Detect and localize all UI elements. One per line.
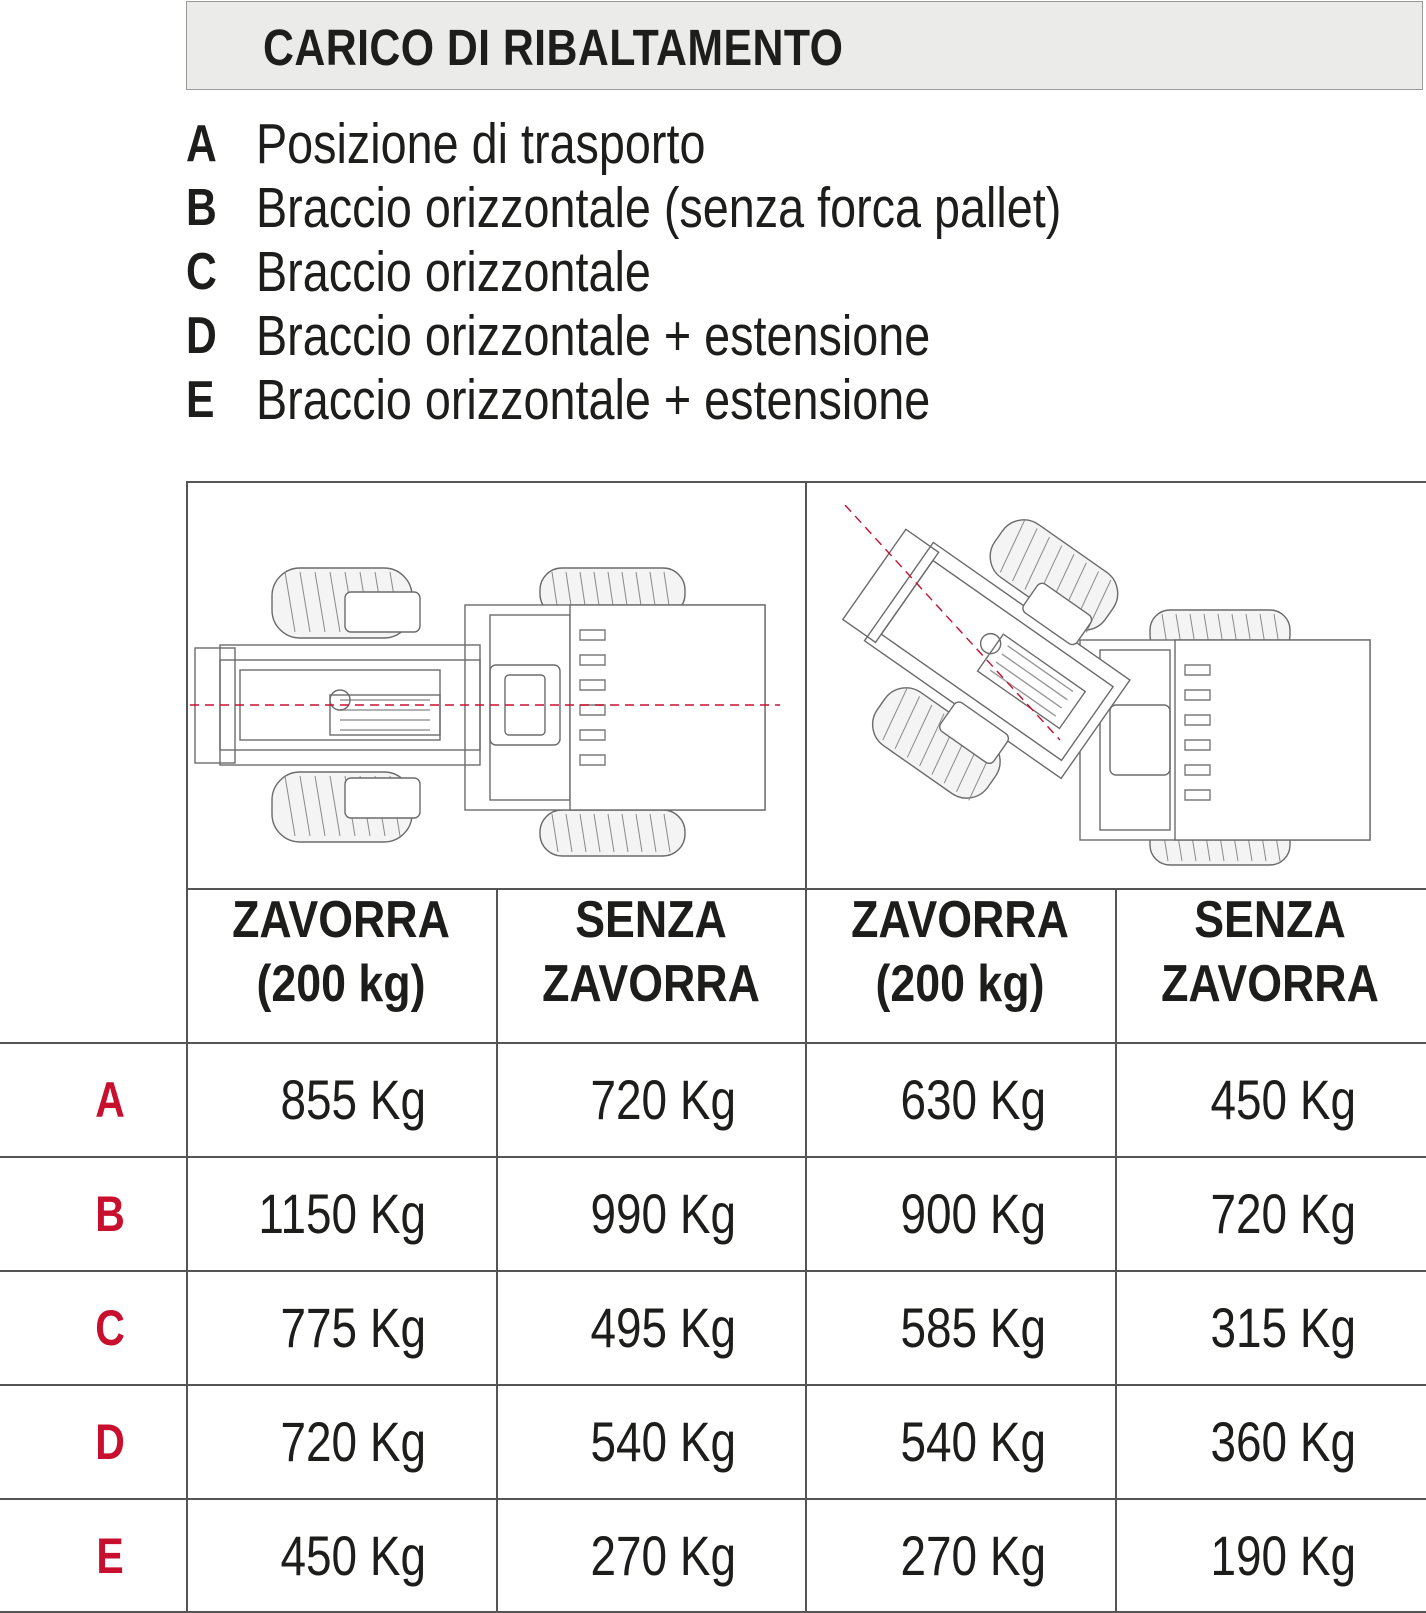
table-cell: 900 Kg <box>900 1182 1046 1245</box>
row-label: B <box>95 1186 125 1242</box>
machine-articulated-top-view <box>820 505 1380 875</box>
table-cell: 585 Kg <box>900 1296 1046 1359</box>
column-header: SENZA ZAVORRA <box>542 891 760 1013</box>
table-cell: 190 Kg <box>1210 1524 1356 1587</box>
row-label: C <box>95 1300 125 1356</box>
row-label: A <box>95 1072 125 1128</box>
table-cell: 450 Kg <box>280 1524 426 1587</box>
table-cell: 450 Kg <box>1210 1068 1356 1131</box>
table-cell: 495 Kg <box>590 1296 736 1359</box>
table-cell: 540 Kg <box>900 1410 1046 1473</box>
table-cell: 720 Kg <box>1210 1182 1356 1245</box>
legend-text: Braccio orizzontale (senza forca pallet) <box>256 176 1062 240</box>
table-cell: 720 Kg <box>590 1068 736 1131</box>
column-header: ZAVORRA (200 kg) <box>232 891 450 1013</box>
column-header: ZAVORRA (200 kg) <box>851 891 1069 1013</box>
column-header: SENZA ZAVORRA <box>1161 891 1379 1013</box>
legend-text: Braccio orizzontale + estensione <box>256 368 931 432</box>
table-cell: 630 Kg <box>900 1068 1046 1131</box>
legend-letter: C <box>186 243 217 301</box>
legend-letter: E <box>186 371 215 429</box>
legend-letter: A <box>186 115 217 173</box>
table-cell: 315 Kg <box>1210 1296 1356 1359</box>
legend-text: Braccio orizzontale + estensione <box>256 304 931 368</box>
legend-letter: D <box>186 307 217 365</box>
table-cell: 775 Kg <box>280 1296 426 1359</box>
table-cell: 990 Kg <box>590 1182 736 1245</box>
table-cell: 540 Kg <box>590 1410 736 1473</box>
row-label: E <box>96 1528 124 1584</box>
legend-text: Posizione di trasporto <box>256 112 706 176</box>
title-bar <box>186 1 1423 90</box>
machine-straight-top-view <box>190 560 800 860</box>
row-label: D <box>95 1414 125 1470</box>
table-cell: 1150 Kg <box>258 1182 426 1245</box>
table-cell: 720 Kg <box>280 1410 426 1473</box>
table-cell: 270 Kg <box>900 1524 1046 1587</box>
table-cell: 855 Kg <box>280 1068 426 1131</box>
table-cell: 270 Kg <box>590 1524 736 1587</box>
legend-letter: B <box>186 179 217 237</box>
legend-text: Braccio orizzontale <box>256 240 651 304</box>
table-cell: 360 Kg <box>1210 1410 1356 1473</box>
page-title: CARICO DI RIBALTAMENTO <box>263 19 844 76</box>
